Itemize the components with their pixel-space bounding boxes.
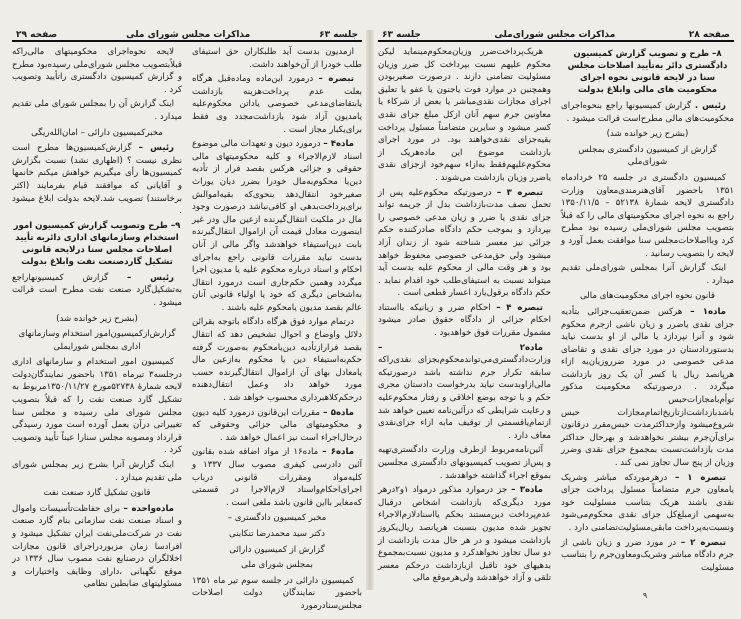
centered-line: [192, 559, 362, 572]
paragraph: [12, 46, 182, 96]
text-column-right: [192, 46, 362, 615]
paragraph-text: گزارش از کمیسیون دادگستری بمجلس شورای‌ملی: [578, 144, 717, 168]
paragraph: [192, 446, 362, 509]
paragraph-text: درتمام موارد فوق هرگاه دادگاه باتوجه بقرائن دلائل واوضاع و احوال تشخیص دهد که انتقال بقصد فرارازتأدیه دین‌یامحکوم به‌صورت گرفته حکم‌به‌استیفاء دین یا محکوم به‌ازعین مال یامعادل بهای آن ازاموال انتقال‌گیرنده حسب مورد خواهد داد وعمل انتقال‌دهنده درحکم‌کلاهبرداری محسوب خواهد شد .: [192, 317, 362, 404]
paragraph: [12, 98, 182, 123]
paragraph: [192, 575, 362, 613]
paragraph-text: گزارش‌ازکمیسیون‌امور استخدام وسازمانهای اداری بمجلس شورایملی: [18, 329, 176, 352]
paragraph-text: برای حفاظت‌تأسیسات واموال و اسناد صنعت نفت سازمانی بنام گارد صنعت نفت در شرکت‌ملی‌نفت ایران تشکیل میشود و افرادسا زمان مزبوردراجرای قانون مجازات اخلالگران درصنایع نفت مصوب سال ۱۳۳۶ در موقع نگهبانی ،دارای وظایف واختیارات و مسئولیتهای ضابطین نظامی: [12, 503, 182, 590]
paragraph: [378, 46, 551, 185]
page-number: صفحه ۲۸: [688, 30, 730, 40]
centered-line: [192, 512, 362, 525]
text-column-left: [12, 46, 182, 593]
centered-line: [192, 544, 362, 557]
footer-mark: ۹: [642, 590, 648, 600]
paragraph: [561, 262, 734, 287]
left-page: [12, 26, 362, 615]
paragraph-text: مخبر کمیسیون دادگستری –: [227, 513, 327, 524]
centered-line: [12, 328, 182, 353]
paragraph: [561, 172, 734, 260]
session-number: جلسه ۶۳: [319, 30, 358, 40]
book-gutter: [366, 30, 374, 590]
paragraph-text: درمورد این‌ماده وماده‌قبل هرگاه بعلت عدم پرداخت‌هزینه بازداشت یابتقاضای‌مدعی خصوصی یاداتن محکوم‌علیه یامدیون آزاد شود بازداشت‌مجدد وی فقط برای‌یکبار مجاز است .: [192, 74, 362, 135]
article-label: تبصره ۴ –: [496, 302, 543, 313]
paragraph-text: کمیسیون دارائی در جلسه سوم تیر ماه ۱۳۵۱ باحضور نمایندگان دولت اصلاحات مجلس‌سنادرمورد: [192, 575, 362, 611]
paragraph-text: کمیسیون امور استخدام و سازمانهای اداری درجلسه۳ تیرماه ۱۳۵۱ باحضور نمایندگان‌دولت لایحه شمارهٔ ۵۲۷۳۸مورخ ۱۳۵۰/۱۱/۲۷مربوط به تشکیل گارد صنعت نفت را که قبلاً بتصویب مجلس شورای ملی رسیده و مجلس سنا تغییراتی درآن بعمل آورده است مورد رسیدگی قرارداد ومصوبه مجلس سنارا عیناً تأیید وتصویب کرد .: [12, 357, 183, 456]
paragraph: [561, 537, 734, 575]
article-label: ماده۲ –: [378, 342, 543, 353]
paragraph-text: درصورتیکه محکوم‌علیه پس از تحمل نصف مدت‌بازداشت بدل از جریمه تواند جزای نقدی یا ضرر و زیان مدعی خصوصی را بپردازد و بموجب حکم دادگاه صادرکننده حکم جزائی نیز معسر شناخته شود از زندان آزاد میشود ولی حق‌مدعی خصوصی محفوظ خواهد بود و هر وقت مالی از محکوم علیه بدست آید میتواند نسبت به استیفای‌طلب خود اقدام نماید . حکم دادگاه برقول‌یارد اعسار قطعی است .: [378, 187, 551, 299]
paragraph-text: درمورد دیون و تعهدات مالی موضوع اسناد لازم‌الاجراء و کلیه محکومیتهای مالی حقوقی و جزائی هرکس بقصد فرار از تأدیه دین‌یا محکوم‌به‌مال خودرا بضرر دیان یوراث صغیرخود انتقال‌دهد بنحوی‌که بقیه‌اموالش برای‌پرداخت‌بدهی او کافی‌نباشد درصورت وجود مال در ملکیت انتقال‌گیرنده ازعین مال ودر غیر اینصورت معادل قیمت آن ازاموال انتقال‌گیرنده بابت دین‌استیفاء خواهدشد واگر مالی از آنان بدست نیاید مقررات قانونی راجع به‌اجرای احکام و اسناد درباره محکوم علیه یا مدیون اجرا میگردد وهمین حکم‌جاری است درمورد انتقال به‌اشخاص دیگری که خود یا اولیاء قانونی آنان عالم بقصد مدیون یامحکوم علیه باشند .: [192, 139, 362, 313]
header-title: مذاکرات مجلس شورای ملی: [126, 30, 251, 40]
paragraph-text: قانون تشکیل گارد صنعت نفت: [43, 488, 151, 499]
footer-spacer: [378, 591, 556, 601]
paragraph-text: دکتر سید محمدرضا تنکابنی: [229, 528, 325, 539]
paragraph-text: گزارش از کمیسیون دارائی: [229, 544, 325, 555]
paragraph-text: در مورد ضرر و زیان ناشی از جرم دادگاه مباشر وشریک‌ومعاون‌جرم را بتناسب مسئولیت: [561, 537, 734, 573]
paragraph-text: ۸– طرح و تصویب گزارش کمیسیون دادگستری دائر به‌تأیید اصلاحات مجلس سنا در لایحه قانونی نحوه اجرای محکومیت های مالی وابلاغ بدولت: [567, 49, 728, 95]
article-label: تبصره ۱ –: [674, 472, 726, 483]
paragraph: [561, 306, 734, 470]
paragraph: [192, 138, 362, 314]
paragraph: [378, 342, 551, 443]
paragraph: [192, 316, 362, 404]
paragraph-text: اینک گزارش آنرا بشرح زیر بمجلس شورای ملی تقدیم میدارد .: [12, 460, 182, 483]
paragraph-text: وزارت‌دادگستری‌می‌تواندمحکوم‌بجزای نقدی‌راکه سابقه تکرار جرم نداشته باشد درصورتیکه مالی‌ازاوبدست نیاید بدرخواست دادستان مجری حکم و با توجه بوضع اخلاقی و رفتار محکوم‌علیه و رعایت شرایطی که درآئین‌نامه تعیین خواهد شد ازتمام‌یاقسمتی از توقیف مابه ازاء جزای‌نقدی معاف دارد .: [378, 355, 551, 441]
centered-line: [12, 313, 182, 326]
paragraph: [12, 142, 182, 218]
page-number: صفحه ۲۹: [16, 30, 58, 40]
article-label: ماده۵ –: [323, 407, 354, 418]
article-label: ماده۶ –: [322, 447, 355, 458]
centered-line: [192, 528, 362, 541]
paragraph: [561, 472, 734, 535]
paragraph-text: لایحه نحوه‌اجرای محکومیتهای مالی‌راکه قبلاًبتصویب مجلس شورای‌ملی رسیده‌بود مطرح و گزارش کمیسیون دادگستری راتأیید وتصویب کرد .: [12, 47, 182, 95]
header-title: مذاکرات مجلس شورای‌ملی: [494, 30, 616, 40]
paragraph-text: ازمدیون بدست آید طلبکاران حق استیفای طلب خودرا از آن‌خواهند داشت.: [192, 47, 362, 70]
paragraph: [378, 444, 551, 482]
paragraph: [12, 272, 182, 310]
paragraph: [12, 356, 182, 457]
paragraph: [192, 46, 362, 71]
section-heading: [12, 220, 182, 268]
centered-line: [12, 127, 182, 140]
centered-line: [561, 290, 734, 303]
article-label: رئیس –: [126, 272, 175, 283]
article-label: رئیس .: [694, 101, 726, 111]
paragraph-text: (بشرح زیر خوانده شد): [606, 129, 689, 140]
article-label: رئیس –: [138, 143, 175, 154]
article-label: تبصره ۳ –: [496, 187, 543, 198]
paragraph: [378, 484, 551, 585]
paragraph-text: اینک گزارش آن را بمجلس شورای ملی تقدیم میدارد .: [12, 99, 182, 122]
paragraph-text: هریک‌پرداخت‌ضرر وزیان‌محکوم‌مینماید لیکن محکوم علیهم نسبت بپرداخت کل ضرر وزیان مسئولیت تضامنی دارند . درصورت صغیربودن وهمچنین در موارد فوت یاجنون یا عفو یا تعلیق اجرای مجازات نقدی‌مباشر یا بعض از شرکاء یا معاونین جرم سهم آنان ازکل مبلغ جزای نقدی کسر میشود و سایرین متضامناً مسئول پرداخت بقیه‌جزای نقدی‌خواهند بود. در مورد اجرای بازداشت موضوع این ماده‌هریک از محکوم‌علیهم‌فقط به‌ازاء سهم‌خود ازجزای نقدی یاضرر وزیان بازداشت می‌شوند .: [378, 47, 551, 183]
section-heading: [561, 48, 734, 96]
centered-line: [12, 487, 182, 500]
right-page: [378, 26, 734, 605]
paragraph-text: ۹– طرح وتصویب گزارش کمیسیون امور استخدام وسازمانهای اداری دائربه تأیید اصلاحات مجلس سنا درلایحه قانونی تشکیل گاردصنعت نفت وابلاغ بدولت: [13, 220, 181, 267]
article-label: تبصره –: [318, 74, 354, 85]
centered-line: [561, 144, 734, 169]
paragraph-text: جز درموارد مذکور درمواد ۱و۲درهر مورد دیگری‌که بازداشت اشخاص درقبال عدم‌پرداخت دین‌مستند بحکم یااسنادلازم‌الاجراء تجویز شده مدیون بنسبت هرپانصد ریال‌یکروز بازداشت میشود و در هر حال مدت بازداشت از دو سال تجاوز نخواهدکرد و مدیون نسبت‌بمجموع بدهیهای خود تاقبل ازبازداشت درحکم معسر تلقی و آزاد خواهدشد ولی‌هرموقع مالی: [378, 485, 551, 584]
text-column-right: [561, 46, 734, 576]
session-number: جلسه ۶۳: [382, 30, 421, 40]
article-label: ماده۳ –: [511, 485, 543, 496]
paragraph-text: هرکس ضمن‌تعقیب‌جزائی بتأدیه جزای نقدی یاضرر و زیان ناشی ازجرم محکوم شود و آنرا نپردازد یا مالی از او بدست نیاید بدستوردادستان در مورد جزای نقدی و تقاضای مدعی خصوصی در مورد ضرروزیان‌به ازاء هرپانصد ریال یا کسر آن یک روز بازداشت میگردد . درصورتیکه محکومیت مذکور توأم‌بامجازات‌حبس باشدبازداشت‌ازتاریخ‌اتمام‌مجازات حبس شروع‌میشود وازحداکثرمدت حبس‌مقرر درقانون برای‌آن‌جرم بیشتر نخواهدشد و بهرحال حداکثر مدت بازداشت‌نسبت بمجموع جزای نقدی وضرر وزیان از پنج سال تجاوز نمی کند .: [561, 306, 734, 469]
paragraph-text: کمیسیون دادگستری در جلسه ۲۵ خردادماه ۱۳۵۱ باحضور آقای‌هنرمندی‌معاون وزارت دادگستری لایحه شمارهٔ ۵۲۱۳۸ – ۱۳۵۰/۱۱/۵ راجع به نحوه اجرای محکومیتهای مالی را که قبلاً بتصویب مجلس شورای‌ملی رسیده بود مطرح کرد وبااصلاحات‌مجلس سنا موافقت بعمل آورد و لایحه را بتصویب رسانید .: [561, 172, 734, 259]
paragraph-text: درهرموردکه مباشر وشریک یامعاون جرم متضامناً مسئول پرداخت جزای نقدی باشند هریک بتناسب مسئولیت خود به‌سهمی ازمبلغ‌کل جزای نقدی محکوم‌می‌شود ونسبت‌به‌پرداخت مابقی‌مسئولیت‌تضامنی دارد .: [561, 472, 734, 533]
centered-line: [561, 128, 734, 141]
page-header: [378, 26, 734, 42]
paragraph-text: گزارش‌کمیسیون‌ها مطرح است نظری نیست ؟ (اظهاری نشد) نسبت بگزارش کمیسیون‌ها رأی میگیریم خواهش میکنم خانمها و آقایانی که موافقند قیام بفرمایند (اکثر برخاستند) تصویب شد.لایحه بدولت ابلاغ میشود .: [12, 143, 182, 217]
paragraph: [561, 100, 734, 125]
article-label: ماده۴ –: [323, 139, 354, 150]
paragraph-text: بمجلس شورای ملی: [241, 560, 313, 571]
paragraph-text: احکام ضرر و زیانیکه بااستناد احکام جزائی از دادگاه حقوق صادر میشود مشمول مقررات فوق خواهدبود .: [378, 302, 551, 339]
paragraph: [192, 407, 362, 445]
paragraph-text: گزارش کمیسیونها راجع بنحوه‌اجرای محکومیت‌های مالی مطرح‌است قرائت میشود .: [561, 101, 734, 124]
text-column-left: [378, 46, 551, 587]
paragraph: [12, 459, 182, 484]
paragraph-text: اینک گزارش آنرا بمجلس شورای‌ملی تقدیم میدارد .: [561, 263, 734, 286]
paragraph: [378, 302, 551, 340]
paragraph: [378, 187, 551, 300]
article-label: ماده‌واحده –: [123, 503, 174, 514]
paragraph: [192, 73, 362, 136]
paragraph-text: آئین‌نامه‌مربوط ازطرف وزارت دادگستری‌تهیه و پس‌از تصویب کمیسیونهای دادگستری مجلسین بموقع اجراء گذاشته خواهدشد .: [378, 445, 551, 481]
article-label: تبصره ۲ –: [680, 537, 727, 548]
paragraph-text: مقررات این‌قانون درمورد کلیه دیون و محکومیتهای مالی جزائی وحقوقی که درحال‌اجراء است نیز اعمال خواهد شد .: [192, 407, 362, 443]
paragraph-text: گزارش کمیسیونهاراجع به‌تشکیل‌گارد صنعت نفت مطرح است قرائت میشود .: [12, 272, 182, 308]
paragraph-text: (بشرح زیر خوانده شد): [56, 313, 138, 324]
paragraph-text: مخبرکمیسیون دارائی – امان‌الله‌ریگی: [31, 127, 163, 138]
page-footer: [378, 591, 734, 605]
paragraph: [12, 503, 182, 591]
paragraph-text: ماده۱۶ از مواد اضافه شده بقانون آئین دادرسی کیفری مصوب سال ۱۳۳۷ و کلیه‌مواد ومقررات قانونی درباب اجرای‌احکام‌واسناد لازم‌الاجرا در قسمتی که‌مغایر بااین قانون باشد ملغی است .: [192, 447, 362, 508]
paragraph-text: قانون نحوه اجرای محکومیت‌های مالی: [579, 291, 716, 302]
page-header: [12, 26, 362, 42]
article-label: ماده۱ –: [690, 306, 726, 317]
